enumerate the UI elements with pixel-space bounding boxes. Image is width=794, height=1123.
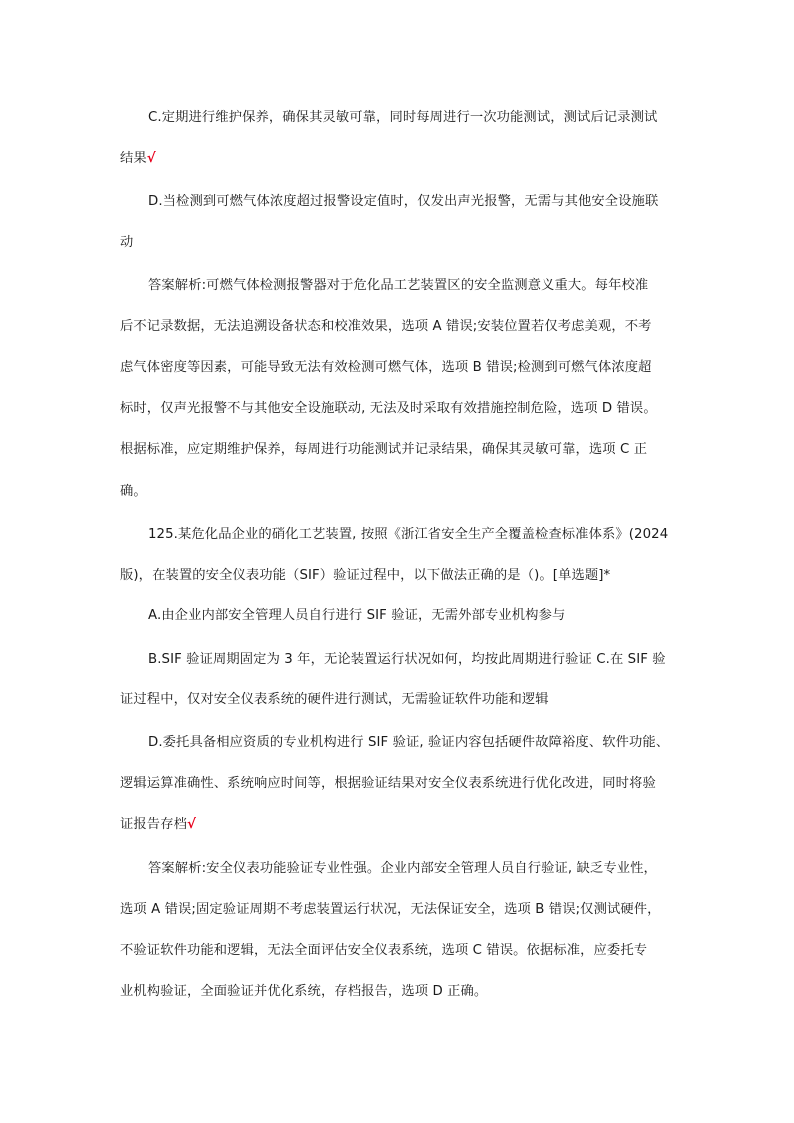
text-line: 125.某危化品企业的硝化工艺装置, 按照《浙江省安全生产全覆盖检查标准体系》(2024 (148, 527, 669, 542)
text-line: 标时，仅声光报警不与其他安全设施联动, 无法及时采取有效措施控制危险，选项 D 错误。 (120, 401, 657, 416)
text-line: 证过程中，仅对安全仪表系统的硬件进行测试，无需验证软件功能和逻辑 (120, 692, 549, 707)
text-line: 确。 (120, 484, 147, 499)
text-line: 不验证软件功能和逻辑，无法全面评估安全仪表系统，选项 C 错误。依据标准，应委托专 (120, 943, 648, 958)
text-line: D.当检测到可燃气体浓度超过报警设定值时，仅发出声光报警，无需与其他安全设施联 (148, 194, 659, 209)
text-line (120, 149, 156, 169)
text-line: 逻辑运算准确性、系统响应时间等，根据验证结果对安全仪表系统进行优化改进，同时将验 (120, 776, 656, 791)
text-line: D.委托具备相应资质的专业机构进行 SIF 验证, 验证内容包括硬件故障裕度、软件功能、 (148, 735, 670, 750)
text-line: A.由企业内部安全管理人员自行进行 SIF 验证，无需外部专业机构参与 (148, 608, 566, 623)
text-line: 后不记录数据，无法追溯设备状态和校准效果，选项 A 错误;安装位置若仅考虑美观，不考 (120, 319, 652, 334)
text-line: 答案解析:可燃气体检测报警器对于危化品工艺装置区的安全监测意义重大。每年校准 (148, 278, 649, 293)
text-span: 证报告存档 (120, 817, 187, 832)
text-span: 结果 (120, 151, 147, 166)
text-line: B.SIF 验证周期固定为 3 年，无论装置运行状况如何，均按此周期进行验证 C.在 SIF 验 (148, 652, 666, 667)
text-line: 选项 A 错误;固定验证周期不考虑装置运行状况，无法保证安全，选项 B 错误;仅测试硬件， (120, 902, 661, 917)
text-line (120, 815, 196, 835)
text-line: 动 (120, 235, 134, 250)
text-line: 答案解析:安全仪表功能验证专业性强。企业内部安全管理人员自行验证, 缺乏专业性， (148, 861, 657, 876)
text-line: 业机构验证，全面验证并优化系统，存档报告，选项 D 正确。 (120, 984, 488, 999)
text-line: 根据标准，应定期维护保养，每周进行功能测试并记录结果，确保其灵敏可靠，选项 C 正 (120, 442, 648, 457)
correct-check-icon: √ (146, 151, 156, 166)
text-line: 虑气体密度等因素，可能导致无法有效检测可燃气体，选项 B 错误;检测到可燃气体浓度超 (120, 360, 652, 375)
text-line: C.定期进行维护保养，确保其灵敏可靠，同时每周进行一次功能测试，测试后记录测试 (148, 110, 658, 125)
correct-check-icon: √ (186, 817, 196, 832)
text-line: 版)，在装置的安全仪表功能（SIF）验证过程中，以下做法正确的是（)。[单选题]* (120, 568, 611, 583)
